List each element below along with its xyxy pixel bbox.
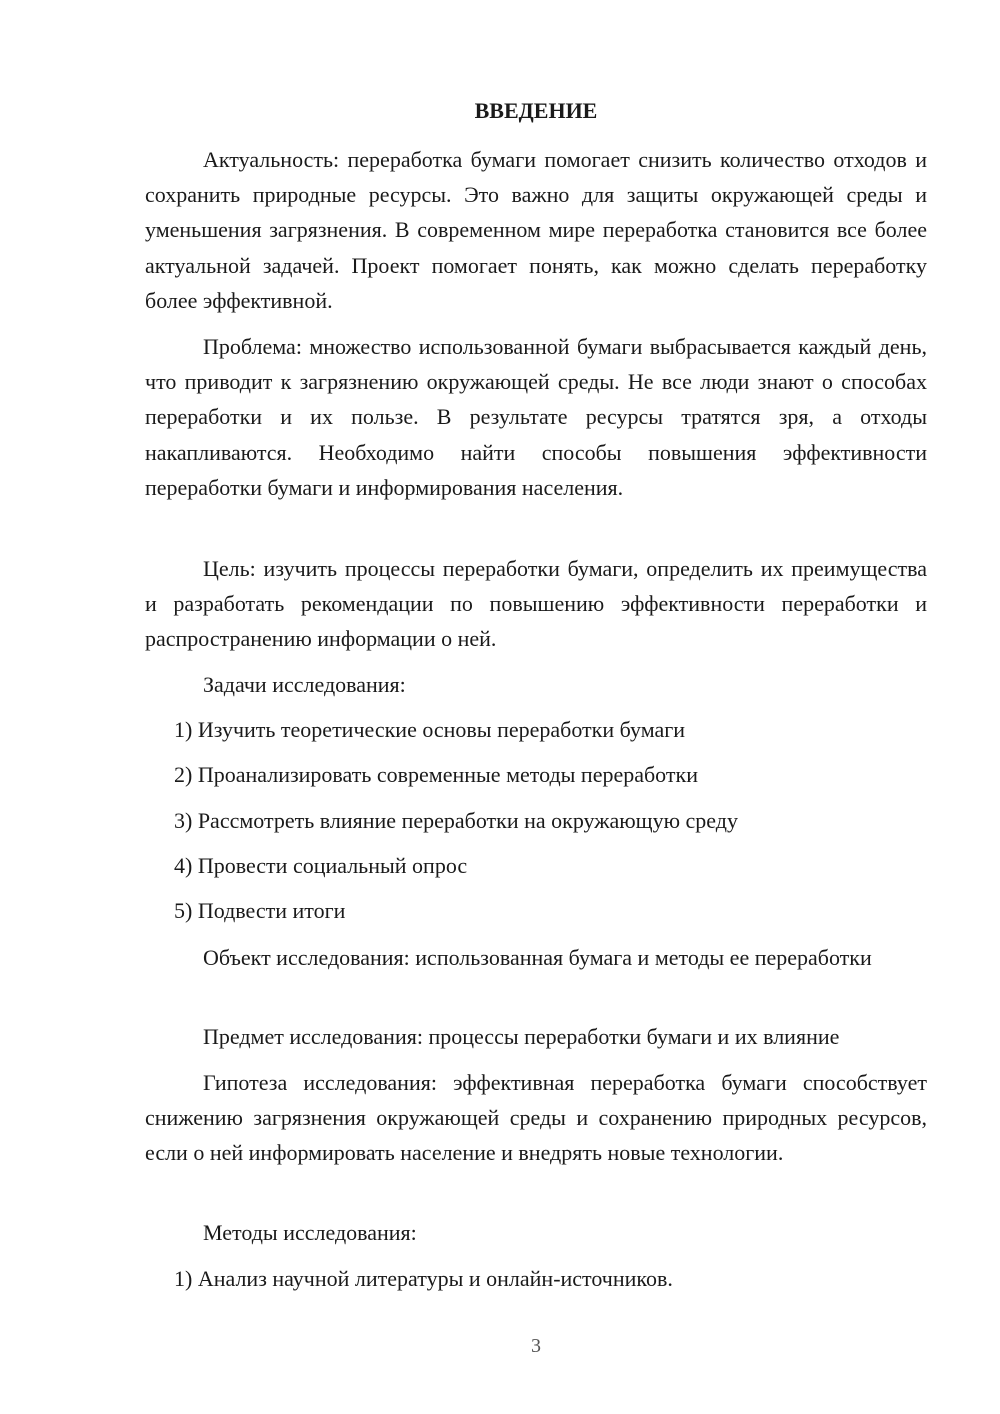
problem-paragraph: Проблема: множество использованной бумаги выбрасывается каждый день, что приводит к загрязнению окружающей среды. Не все люди знают о способах переработки и их пользе. В результате ресурсы тратятся зря, а отходы накапливаются. Необходимо найти способы повышения эффективности переработки бумаги и информирования населения. (145, 334, 927, 500)
task-item: 1) Изучить теоретические основы переработки бумаги (174, 717, 686, 742)
goal-paragraph: Цель: изучить процессы переработки бумаги, определить их преимущества и разработать рекомендации по повышению эффективности переработки и распространению информации о ней. (145, 556, 927, 652)
object-paragraph: Объект исследования: использованная бумага и методы ее переработки (203, 945, 872, 970)
methods-heading: Методы исследования: (203, 1220, 417, 1245)
hypothesis-paragraph: Гипотеза исследования: эффективная переработка бумаги способствует снижению загрязнения окружающей среды и сохранению природных ресурсов, если о ней информировать население и внедрять новые технологии. (145, 1070, 927, 1166)
relevance-paragraph: Актуальность: переработка бумаги помогает снизить количество отходов и сохранить природные ресурсы. Это важно для защиты окружающей среды и уменьшения загрязнения. В современном мире переработка становится все более актуальной задачей. Проект помогает понять, как можно сделать переработку более эффективной. (145, 147, 927, 313)
subject-paragraph: Предмет исследования: процессы переработки бумаги и их влияние (203, 1024, 840, 1049)
task-item: 2) Проанализировать современные методы переработки (174, 762, 698, 787)
page-title: ВВЕДЕНИЕ (474, 98, 598, 123)
page-number: 3 (531, 1335, 541, 1357)
tasks-heading: Задачи исследования: (203, 672, 406, 697)
method-item: 1) Анализ научной литературы и онлайн-источников. (174, 1266, 673, 1291)
task-item: 4) Провести социальный опрос (174, 853, 468, 878)
task-item: 3) Рассмотреть влияние переработки на окружающую среду (174, 808, 738, 833)
task-item: 5) Подвести итоги (174, 898, 346, 923)
